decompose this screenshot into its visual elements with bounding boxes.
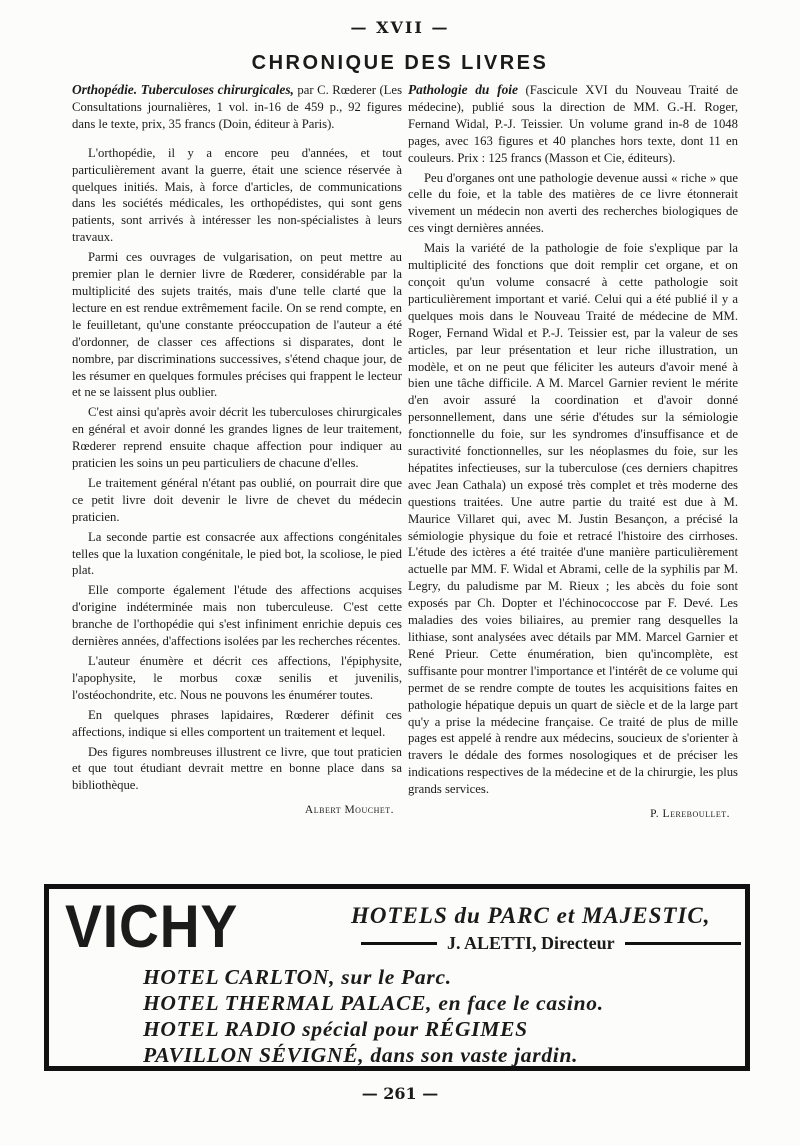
ad-rule-right (625, 942, 741, 945)
left-paragraph: La seconde partie est consacrée aux affections congénitales telles que la luxation congénitale, le pied bot, la scoliose, le pied plat. (72, 529, 402, 578)
left-paragraph: Parmi ces ouvrages de vulgarisation, on peut mettre au premier plan le dernier livre de Rœderer, considérable par la multiplicité des sujets traités, mais d'une telle clarté que la lecture en est rendue extrêmement facile. On se rend compte, en le feuilletant, qu'une constante préoccupation de l'auteur a été d'ordonner, de classer ces affections si disparates, dont le nombre, par discriminations successives, s'étend chaque jour, de les résumer en quelques formules précises qui frappent le lecteur et ne se laissent plus oublier. (72, 250, 402, 400)
ad-hotel-line: HOTEL RADIO spécial pour RÉGIMES (143, 1017, 528, 1041)
ad-hotels-line: HOTELS du PARC et MAJESTIC, (351, 903, 711, 928)
left-review (72, 82, 402, 819)
left-review-title: Orthopédie. Tuberculoses chirurgicales, (72, 82, 294, 97)
ad-rule-left (361, 942, 437, 945)
right-review-head (408, 82, 738, 167)
ad-hotel-list (143, 964, 743, 1068)
ad-hotel-line: HOTEL THERMAL PALACE, en face le casino. (143, 991, 604, 1015)
right-paragraph: Mais la variété de la pathologie de foie s'explique par la multiplicité des fonctions que doit remplir cet organe, et on conçoit qu'un volume consacré à cette pathologie soit particulièrement important et varié. Celui qui a été publié il y a quelques mois dans le Nouveau Traité de médecine de MM. Roger, Fernand Widal et P.-J. Teissier est, par la valeur de ses articles, par leur présentation et leur riche illustration, un modèle, et on ne peut que féliciter les auteurs d'avoir mené à bien une tâche difficile. A M. Marcel Garnier revient le mérite d'en avoir assuré la coordination et d'avoir donné personnellement, dans une série d'études sur la sémiologie fonctionnelle du foie, sur les syndromes d'insuffisance et de suractivité fonctionnelles, sur les néoplasmes du foie, sur les hépatites infectieuses, sur la tuberculose (ces derniers chapitres avec Jean Cathala) un exposé très complet et très moderne des questions traitées. Une autre partie du traité est due à M. Maurice Villaret qui, avec M. Justin Besançon, a précisé la sémiologie physique du foie et retracé l'histoire des cirrhoses. L'étude des ictères a été traitée d'une manière particulièrement actuelle par MM. F. Widal et Abrami, celle de la syphilis par M. Legry, du paludisme par M. Rieux ; les abcès du foie sont exposés par Ch. Dopter et l'échinococcose par F. Devé. Les maladies des voies biliaires, au premier rang desquelles la lithiase, sont analysées avec détails par MM. Marcel Garnier et René Prieur. Cette énumération, bien qu'incomplète, est suffisante pour montrer l'importance et l'intérêt de ce volume qui permet de se rendre compte de toutes les acquisitions faites en pathologie hépatique depuis un quart de siècle et de la large part qu'y a prise la médecine française. Ce traité de plus de mille pages est appelé à rendre aux médecins, soucieux de s'orienter à travers le dédale des formes nosologiques et de préciser les indications respectives de la médecine et de la chirurgie, les plus grands services. (408, 241, 738, 797)
vichy-advertisement (44, 884, 750, 1071)
right-signature: P. Lereboullet. (650, 808, 730, 821)
ad-hotel-line: PAVILLON SÉVIGNÉ, dans son vaste jardin. (143, 1043, 579, 1067)
left-review-head (72, 82, 402, 133)
section-title: CHRONIQUE DES LIVRES (251, 52, 549, 74)
ad-director: J. ALETTI, Directeur (447, 933, 615, 953)
page-number: — 261 — (361, 1084, 439, 1103)
left-review-biblio: par C. Rœderer (Les Consultations journalières, 1 vol. in-16 de 459 p., 92 figures dans le texte, prix, 35 francs (Doin, éditeur à Paris). (72, 83, 403, 131)
roman-folio: — XVII — (350, 18, 450, 37)
right-review (408, 82, 738, 823)
left-paragraph: Elle comporte également l'étude des affections acquises d'origine indéterminée mais non tuberculeuse. C'est cette branche de l'orthopédie qui s'est infiniment enrichie depuis ces dernières années, d'affections isolées par les recherches récentes. (72, 583, 402, 649)
left-paragraph: Des figures nombreuses illustrent ce livre, que tout praticien et que tout étudiant devrait mettre en bonne place dans sa bibliothèque. (72, 744, 402, 793)
left-signature: Albert Mouchet. (304, 804, 394, 817)
left-paragraph: Le traitement général n'étant pas oublié, on pourrait dire que ce petit livre doit devenir le livre de chevet du médecin praticien. (72, 475, 402, 524)
left-paragraph: C'est ainsi qu'après avoir décrit les tuberculoses chirurgicales en général et avoir donné les grandes lignes de leur traitement, Rœderer reprend ensuite chaque affection pour indiquer au praticien les soins un peu particuliers de chacune d'elles. (72, 405, 402, 471)
left-paragraph: L'orthopédie, il y a encore peu d'années, et tout particulièrement avant la guerre, était une science réservée à quelques initiés. Mais, à force d'articles, de communications dans les sociétés médicales, les orthopédistes, qui sont gens patients, sont arrivés à intéresser les non-spécialistes à leurs travaux. (72, 145, 402, 245)
left-paragraph: En quelques phrases lapidaires, Rœderer définit ces affections, indique si elles comportent un traitement et lequel. (72, 707, 402, 739)
left-paragraph: L'auteur énumère et décrit ces affections, l'épiphysite, l'apophysite, le morbus coxæ senilis et juvenilis, l'ostéochondrite, etc. Nous ne pouvons les énumérer toutes. (72, 654, 402, 702)
right-paragraph: Peu d'organes ont une pathologie devenue aussi « riche » que celle du foie, et la table des matières de ce livre étonnerait vivement un médecin non averti des recherches biologiques de ces vingt dernières années. (408, 170, 738, 236)
ad-city: VICHY (65, 893, 239, 960)
right-review-biblio: (Fascicule XVI du Nouveau Traité de médecine), publié sous la direction de MM. G.-H. Roger, Fernand Widal, P.-J. Teissier. Un volume grand in-8 de 1048 pages, avec 163 figures et 40 planches hors texte, dont 11 en couleurs. Prix : 125 francs (Masson et Cie, éditeurs). (408, 83, 739, 165)
ad-hotel-line: HOTEL CARLTON, sur le Parc. (143, 965, 452, 989)
right-review-title: Pathologie du foie (408, 82, 518, 97)
ad-director-line (361, 933, 741, 954)
